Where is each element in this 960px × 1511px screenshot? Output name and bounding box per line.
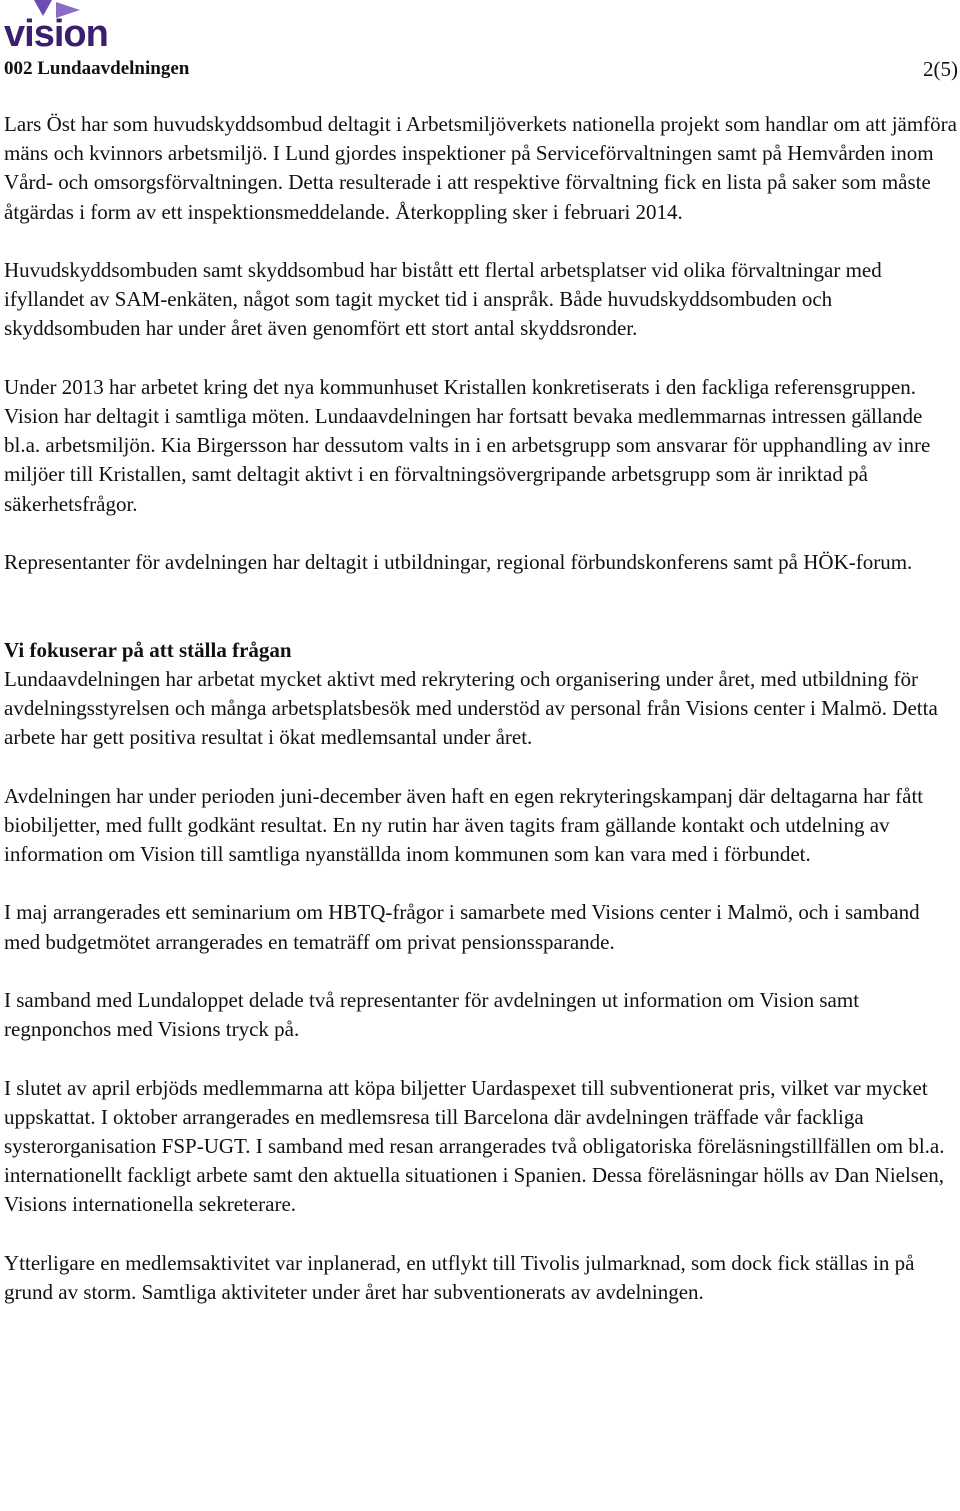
- logo-wordmark: vision: [4, 13, 108, 55]
- page-header: [4, 56, 958, 82]
- paragraph: Huvudskyddsombuden samt skyddsombud har bistått ett flertal arbetsplatser vid olika förvaltningar med ifyllandet av SAM-enkäten, något som tagit mycket tid i anspråk. Både huvudskyddsombuden och skyddsombuden har under året även genomfört ett stort antal skyddsronder.: [4, 258, 882, 341]
- section-heading: Vi fokuserar på att ställa frågan: [4, 637, 292, 662]
- paragraph: Avdelningen har under perioden juni-december även haft en egen rekryteringskampanj där deltagarna har fått biobiljetter, med fullt godkänt resultat. En ny rutin har även tagits fram gällande kontakt och utdelning av information om Vision till samtliga nyanställda inom kommunen som kan vara med i förbundet.: [4, 783, 924, 866]
- page-number: 2(5): [923, 57, 958, 81]
- vision-logo: [4, 0, 144, 56]
- paragraph: Representanter för avdelningen har deltagit i utbildningar, regional förbundskonferens samt på HÖK-forum.: [4, 550, 913, 574]
- document-title: 002 Lundaavdelningen: [4, 58, 190, 79]
- paragraph: Under 2013 har arbetet kring det nya kommunhuset Kristallen konkretiserats i den fackliga referensgruppen. Vision har deltagit i samtliga möten. Lundaavdelningen har fortsatt bevaka medlemmarnas intressen gällande bl.a. arbetsmiljön. Kia Birgersson har dessutom valts in i en arbetsgrupp som ansvarar för upphandling av inre miljöer till Kristallen, samt deltagit aktivt i en förvaltningsövergripande arbetsgrupp som är inriktad på säkerhetsfrågor.: [4, 374, 931, 516]
- paragraph: I samband med Lundaloppet delade två representanter för avdelningen ut information om Vision samt regnponchos med Visions tryck på.: [4, 987, 860, 1042]
- document-body: [4, 110, 959, 1336]
- paragraph: Lars Öst har som huvudskyddsombud deltagit i Arbetsmiljöverkets nationella projekt som handlar om att jämföra mäns och kvinnors arbetsmiljö. I Lund gjordes inspektioner på Serviceförvaltningen samt på Hemvården inom Vård- och omsorgsförvaltningen. Detta resulterade i att respektive förvaltning fick en lista på saker som måste åtgärdas i form av ett inspektionsmeddelande. Återkoppling sker i februari 2014.: [4, 112, 957, 224]
- paragraph: I maj arrangerades ett seminarium om HBTQ-frågor i samarbete med Visions center i Malmö, och i samband med budgetmötet arrangerades en tematräff om privat pensionssparande.: [4, 900, 920, 954]
- section-spacer: [4, 606, 959, 635]
- paragraph: I slutet av april erbjöds medlemmarna att köpa biljetter Uardaspexet till subventionerat pris, vilket var mycket uppskattat. I oktober arrangerades en medlemsresa till Barcelona där avdelningen träffade vår fackliga systerorganisation FSP-UGT. I samband med resan arrangerades två obligatoriska föreläsningstillfällen om bl.a. internationellt fackligt arbete samt den aktuella situationen i Spanien. Dessa föreläsningar hölls av Dan Nielsen, Visions internationella sekreterare.: [4, 1075, 945, 1217]
- paragraph: Lundaavdelningen har arbetat mycket aktivt med rekrytering och organisering under året, med utbildning för avdelningsstyrelsen och många arbetsplatsbesök med understöd av personal från Visions center i Malmö. Detta arbete har gett positiva resultat i ökat medlemsantal under året.: [4, 666, 938, 750]
- paragraph: Ytterligare en medlemsaktivitet var inplanerad, en utflykt till Tivolis julmarknad, som dock fick ställas in på grund av storm. Samtliga aktiviteter under året har subventionerats av avdelningen.: [4, 1250, 915, 1304]
